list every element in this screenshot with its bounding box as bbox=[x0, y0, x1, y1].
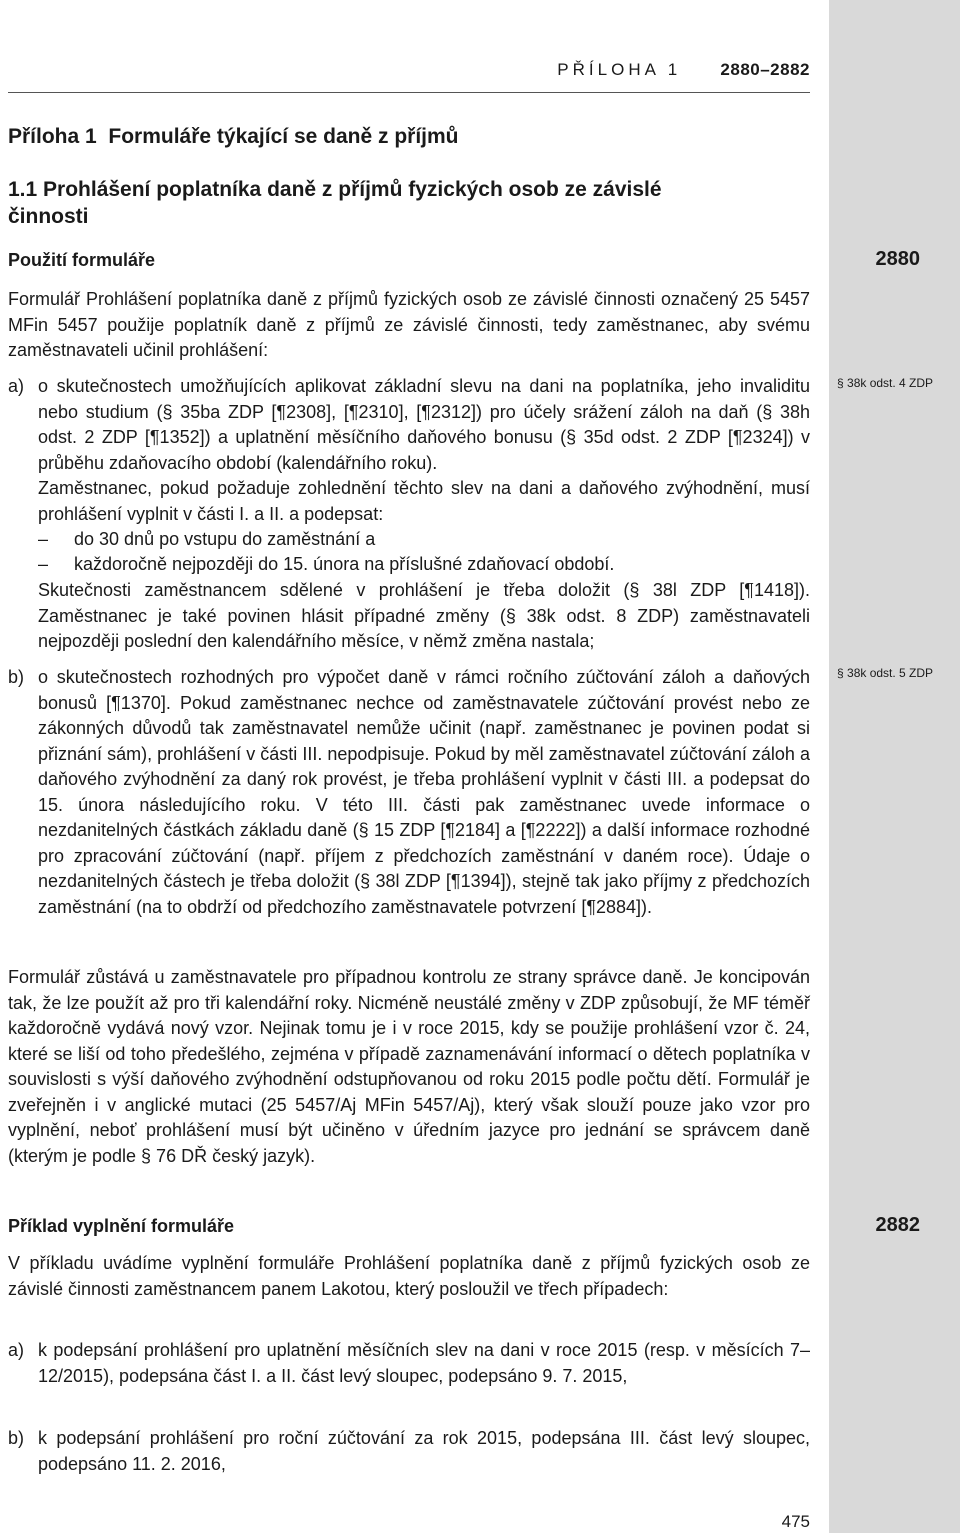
dash-marker: – bbox=[38, 554, 49, 574]
item-b-label: b) bbox=[8, 667, 25, 687]
item-a-text: o skutečnostech umožňujících aplikovat základní slevu na dani na poplatníka, jeho invaliditu nebo studium (§ 35ba ZDP [¶2308], [¶2310], [¶2312]) pro účely srážení záloh na daň (§ 38h odst. 2 ZDP [¶1352]) a uplatnění měsíčního daňového bonusu (§ 35d odst. 2 ZDP [¶2324]) v průběhu zdaňovacího období (kalendářního roku). bbox=[38, 376, 810, 473]
running-header-range: 2880–2882 bbox=[720, 60, 810, 79]
item-a-dash2: každoročně nejpozději do 15. února na příslušné zdaňovací období. bbox=[74, 554, 615, 574]
margin-reference: § 38k odst. 4 ZDP bbox=[837, 376, 933, 390]
margin-reference: § 38k odst. 5 ZDP bbox=[837, 666, 933, 680]
item-a-text3: Skutečnosti zaměstnancem sdělené v prohlášení je třeba doložit (§ 38l ZDP [¶1418]). Zaměstnanec je také povinen hlásit případné změny (§ 38k odst. 8 ZDP) zaměstnavateli nejpozději poslední den kalendářního měsíce, v němž změna nastala; bbox=[38, 580, 810, 651]
example-intro: V příkladu uvádíme vyplnění formuláře Prohlášení poplatníka daně z příjmů fyzických osob ze závislé činnosti zaměstnancem panem Lakotou, který posloužil ve třech případech: bbox=[8, 1253, 810, 1299]
item-a-dash1: do 30 dnů po vstupu do zaměstnání a bbox=[74, 529, 376, 549]
margin-column bbox=[829, 0, 960, 1533]
usage-closing: Formulář zůstává u zaměstnavatele pro případnou kontrolu ze strany správce daně. Je koncipován tak, že lze použít až pro tři kalendářní roky. Nicméně neustálé změny v ZDP způsobují, že MF téměř každoročně vydává nový vzor. Nejinak tomu je i v roce 2015, kdy se použije prohlášení vzor č. 24, které se liší od toho předešlého, zejména v případě zaznamenávání informací o dětech poplatníka v souvislosti s výší daňového zvýhodnění odstupňovanou od roku 2015 podle počtu dětí. Formulář je zveřejněn i v anglické mutaci (25 5457/Aj MFin 5457/Aj), který však slouží pouze jako vzor pro vyplnění, neboť prohlášení musí být učiněno v úředním jazyce pro jednání se správcem daně (kterým je podle § 76 DŘ český jazyk). bbox=[8, 967, 810, 1166]
appendix-title: Příloha 1 Formuláře týkající se daně z příjmů bbox=[8, 125, 459, 148]
item-a-label: a) bbox=[8, 376, 25, 396]
page-number: 475 bbox=[781, 1512, 810, 1531]
margin-number-2882: 2882 bbox=[875, 1214, 920, 1236]
header-rule bbox=[8, 92, 810, 93]
item-a-text2: Zaměstnanec, pokud požaduje zohlednění těchto slev na dani a daňového zvýhodnění, musí prohlášení vyplnit v části I. a II. a podepsat: bbox=[38, 478, 810, 524]
example-item-a-label: a) bbox=[8, 1340, 25, 1360]
item-b-text: o skutečnostech rozhodných pro výpočet daně v rámci ročního zúčtování záloh a daňových bonusů [¶1370]. Pokud zaměstnanec nechce od zaměstnavatele zúčtování provést nebo ze zákonných důvodů tak zaměstnavatel nemůže učinit (např. zaměstnanec je povinen podat si přiznání sám), prohlášení v části III. nepodpisuje. Pokud by měl zaměstnavatel zúčtování záloh a daňového zvýhodnění za daný rok provést, je třeba prohlášení vyplnit v části III. a podepsat do 15. února následujícího roku. V této III. části pak zaměstnanec uvede informace o nezdanitelných částkách základu daně (§ 15 ZDP [¶2184] a [¶2222]) a další informace rozhodné pro zpracování zúčtování (např. příjem z předchozích zaměstnání v daném roce). Údaje o nezdanitelných částech je třeba doložit (§ 38l ZDP [¶1394]), stejně tak jako příjmy z předchozích zaměstnání (na to obdrží od předchozího zaměstnavatele potvrzení [¶2884]). bbox=[38, 667, 810, 917]
example-item-b-label: b) bbox=[8, 1428, 25, 1448]
margin-number-2880: 2880 bbox=[875, 248, 920, 270]
running-header-section: PŘÍLOHA 1 bbox=[557, 60, 682, 79]
example-item-a: k podepsání prohlášení pro uplatnění měsíčních slev na dani v roce 2015 (resp. v měsících 7–12/2015), podepsána část I. a II. část levý sloupec, podepsáno 9. 7. 2015, bbox=[38, 1340, 810, 1386]
usage-intro: Formulář Prohlášení poplatníka daně z příjmů fyzických osob ze závislé činnosti označený 25 5457 MFin 5457 použije poplatník daně z příjmů ze závislé činnosti, tedy zaměstnanec, aby svému zaměstnavateli učinil prohlášení: bbox=[8, 289, 810, 360]
usage-heading: Použití formuláře bbox=[8, 250, 156, 270]
section-title: 1.1 Prohlášení poplatníka daně z příjmů fyzických osob ze závislé činnosti bbox=[8, 178, 662, 228]
dash-marker: – bbox=[38, 529, 49, 549]
running-header bbox=[0, 60, 810, 80]
example-heading: Příklad vyplnění formuláře bbox=[8, 1216, 235, 1236]
example-item-b: k podepsání prohlášení pro roční zúčtování za rok 2015, podepsána III. část levý sloupec, podepsáno 11. 2. 2016, bbox=[38, 1428, 810, 1474]
